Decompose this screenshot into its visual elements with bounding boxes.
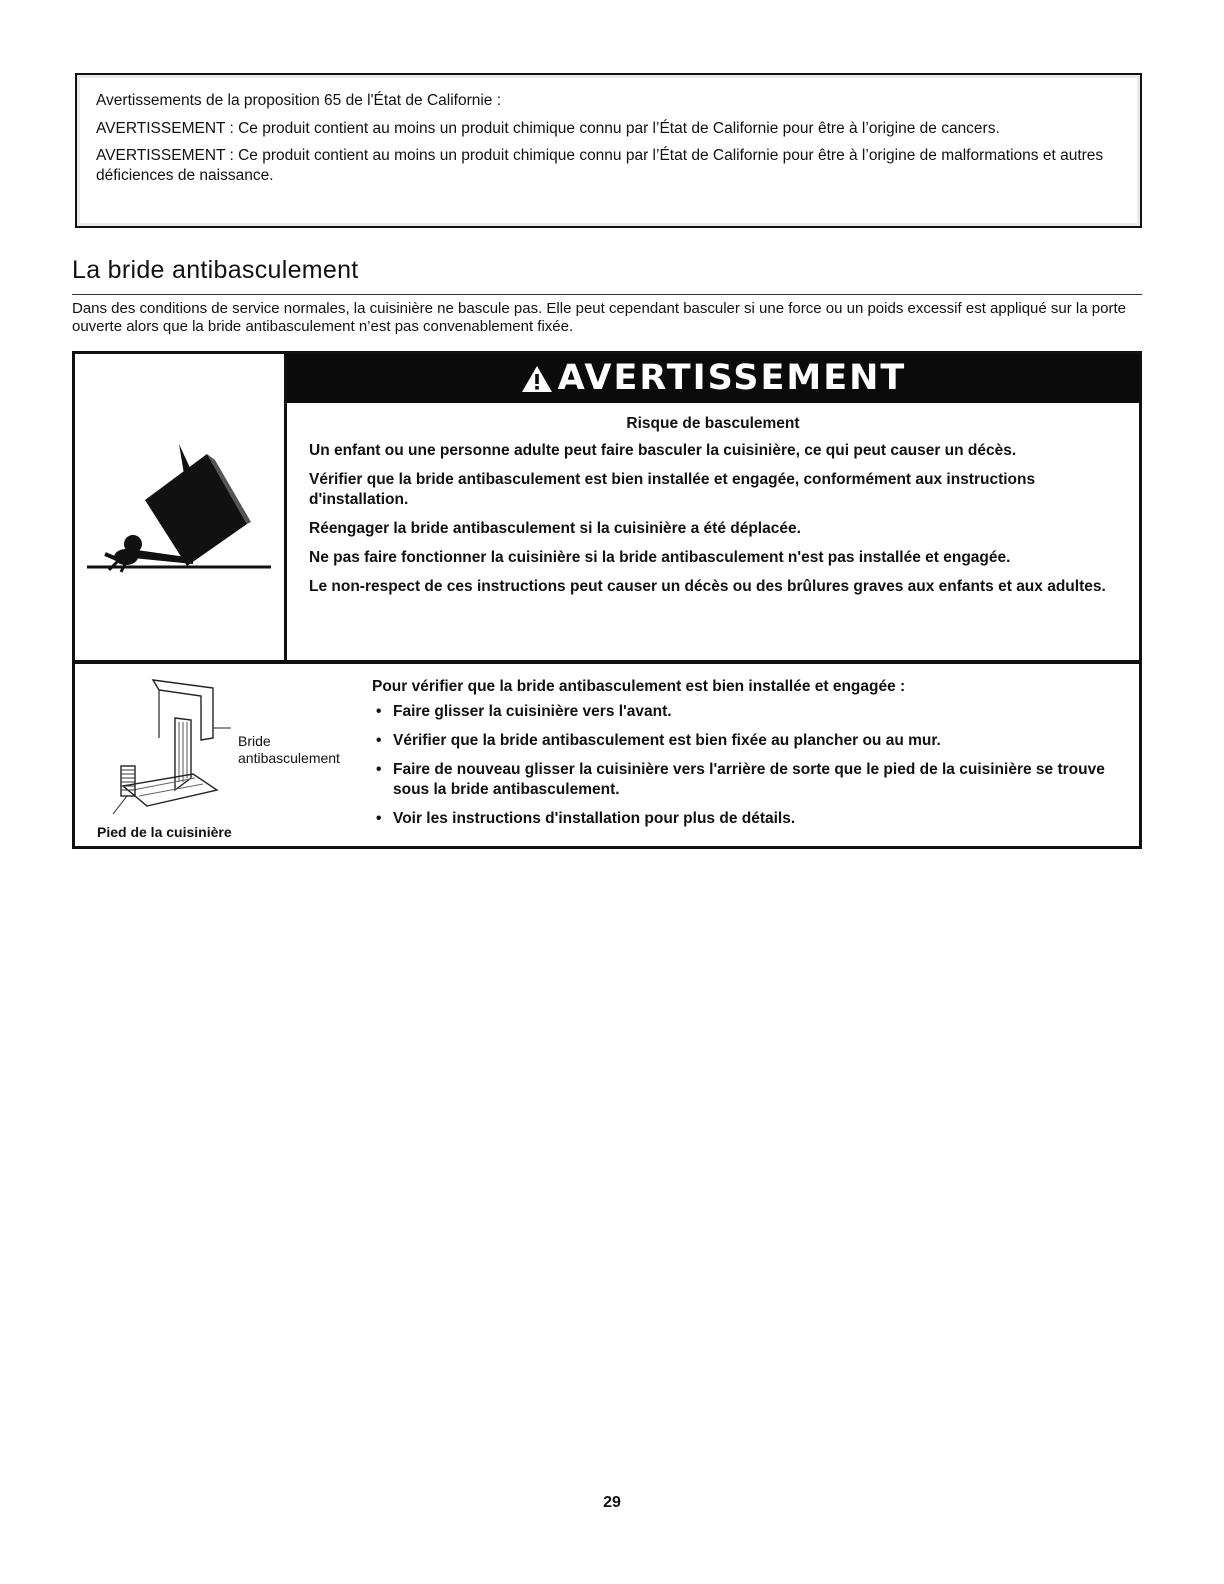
section-intro: Dans des conditions de service normales, la cuisinière ne bascule pas. Elle peut cependant basculer si une force ou un poids excessif est appliqué sur la porte ouverte alors que la bride antibasculement n’est pas convenablement fixée. [72,300,1126,335]
prop65-title: Avertissements de la proposition 65 de l'État de Californie : [96,92,502,109]
bracket-label: Bride antibasculement [238,733,340,766]
warning-paragraph: Réengager la bride antibasculement si la cuisinière a été déplacée. [309,520,801,537]
verification-instructions [372,678,1132,838]
bullet-icon: • [376,732,382,749]
page-number: 29 [603,1494,621,1511]
warning-text-panel [287,354,1139,664]
warning-paragraph: Vérifier que la bride antibasculement est bien installée et engagée, conformément aux instructions d'installation. [309,471,1036,508]
bullet-icon: • [376,810,382,827]
foot-label: Pied de la cuisinière [97,824,232,840]
bracket-illustration [83,678,363,838]
section-divider [72,294,1142,295]
warning-triangle-icon [520,364,554,394]
verification-list [372,702,1132,829]
warning-banner [287,354,1139,403]
list-item-text: Faire glisser la cuisinière vers l'avant. [393,703,672,720]
list-item-text: Voir les instructions d'installation pour plus de détails. [393,810,796,827]
list-item-text: Faire de nouveau glisser la cuisinière vers l'arrière de sorte que le pied de la cuisinière se trouve sous la bride antibasculement. [393,761,1105,798]
warning-paragraph: Ne pas faire fonctionner la cuisinière si la bride antibasculement n'est pas installée et engagée. [309,549,1011,566]
list-item [372,809,1132,829]
tip-over-warning-box [72,351,1142,849]
bullet-icon: • [376,761,382,778]
tipping-range-icon [75,354,287,664]
warning-banner-text: AVERTISSEMENT [557,358,907,398]
list-item-text: Vérifier que la bride antibasculement est bien fixée au plancher ou au mur. [393,732,941,749]
verification-heading: Pour vérifier que la bride antibasculement est bien installée et engagée : [372,678,906,695]
list-item [372,760,1132,800]
section-title: La bride antibasculement [72,256,359,284]
warning-paragraph: Un enfant ou une personne adulte peut faire basculer la cuisinière, ce qui peut causer un décès. [309,442,1017,459]
tipping-illustration-panel [75,354,287,664]
warning-bottom-panel [75,664,1139,846]
prop65-warning-cancer: AVERTISSEMENT : Ce produit contient au moins un produit chimique connu par l’État de Californie pour être à l’origine de cancers. [96,119,1000,137]
warning-subtitle: Risque de basculement [626,415,800,432]
prop65-notice-box [75,73,1142,228]
list-item [372,731,1132,751]
list-item [372,702,1132,722]
prop65-notice-content [80,78,1137,223]
anti-tip-bracket-icon [83,678,233,828]
warning-top-panel [75,354,1139,664]
bullet-icon: • [376,703,382,720]
prop65-warning-birth-defects: AVERTISSEMENT : Ce produit contient au moins un produit chimique connu par l’État de Californie pour être à l’origine de malformations et autres déficiences de naissance. [96,147,1104,184]
warning-paragraph: Le non-respect de ces instructions peut causer un décès ou des brûlures graves aux enfants et aux adultes. [309,578,1106,595]
